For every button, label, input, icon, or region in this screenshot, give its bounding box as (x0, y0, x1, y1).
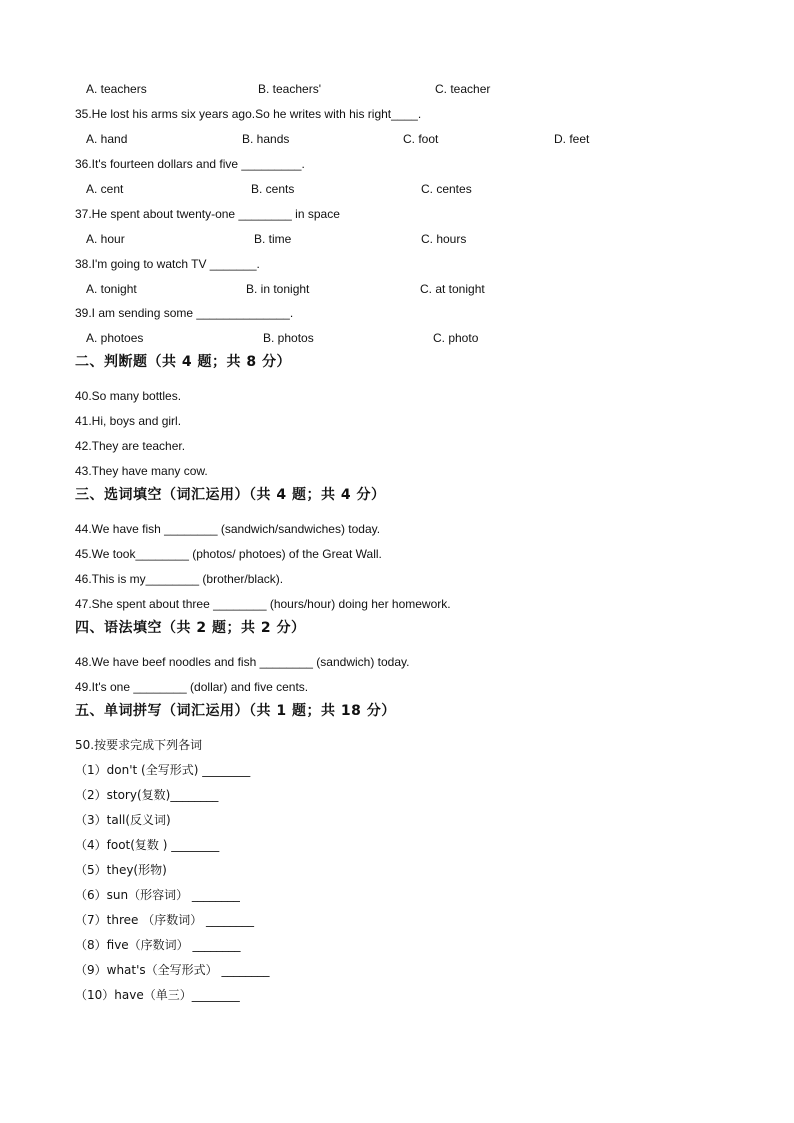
q45-item: 45.We took________ (photos/ photoes) of the Great Wall. (75, 547, 382, 561)
q50-sub-5: （5）they(形物) (75, 863, 167, 877)
q50-sub-2: （2）story(复数)________ (75, 788, 219, 802)
q38-option-a[interactable]: A. tonight (86, 282, 137, 296)
section5-heading: 五、单词拼写（词汇运用）（共 1 题；共 18 分） (75, 703, 396, 719)
q49-item: 49.It's one ________ (dollar) and five cents. (75, 680, 309, 694)
q35-option-c[interactable]: C. foot (403, 132, 439, 146)
q36-option-c[interactable]: C. centes (421, 182, 472, 196)
q46-item: 46.This is my________ (brother/black). (75, 572, 284, 586)
q44-item: 44.We have fish ________ (sandwich/sandwiches) today. (75, 522, 381, 536)
q36-option-b[interactable]: B. cents (251, 182, 295, 196)
q38-option-b[interactable]: B. in tonight (246, 282, 310, 296)
q50-sub-9: （9）what's（全写形式） ________ (75, 963, 270, 977)
q50-sub-10: （10）have（单三）________ (75, 988, 240, 1002)
q40-item: 40.So many bottles. (75, 389, 182, 403)
section3-heading: 三、选词填空（词汇运用）（共 4 题；共 4 分） (75, 487, 386, 503)
q50-sub-4: （4）foot(复数 ) ________ (75, 838, 220, 852)
q39-option-a[interactable]: A. photoes (86, 331, 144, 345)
q50-sub-6: （6）sun（形容词） ________ (75, 888, 240, 902)
q50-sub-3: （3）tall(反义词) (75, 813, 171, 827)
q50-stem: 50.按要求完成下列各词 (75, 738, 203, 752)
q36-stem: 36.It's fourteen dollars and five _________. (75, 157, 305, 171)
q37-stem: 37.He spent about twenty-one ________ in space (75, 207, 340, 221)
q35-option-d[interactable]: D. feet (554, 132, 590, 146)
q48-item: 48.We have beef noodles and fish ________ (sandwich) today. (75, 655, 410, 669)
q37-option-c[interactable]: C. hours (421, 232, 467, 246)
q34-option-b[interactable]: B. teachers' (258, 82, 321, 96)
q37-option-b[interactable]: B. time (254, 232, 292, 246)
q35-option-a[interactable]: A. hand (86, 132, 128, 146)
q35-option-b[interactable]: B. hands (242, 132, 290, 146)
q36-option-a[interactable]: A. cent (86, 182, 124, 196)
q39-option-c[interactable]: C. photo (433, 331, 479, 345)
q34-option-c[interactable]: C. teacher (435, 82, 491, 96)
q34-option-a[interactable]: A. teachers (86, 82, 147, 96)
q37-option-a[interactable]: A. hour (86, 232, 125, 246)
q47-item: 47.She spent about three ________ (hours/hour) doing her homework. (75, 597, 451, 611)
q35-stem: 35.He lost his arms six years ago.So he writes with his right____. (75, 107, 422, 121)
q39-option-b[interactable]: B. photos (263, 331, 314, 345)
section2-heading: 二、判断题（共 4 题；共 8 分） (75, 354, 291, 370)
section4-heading: 四、语法填空（共 2 题；共 2 分） (75, 620, 306, 636)
q38-option-c[interactable]: C. at tonight (420, 282, 485, 296)
q50-sub-1: （1）don't (全写形式) ________ (75, 763, 251, 777)
q42-item: 42.They are teacher. (75, 439, 186, 453)
q41-item: 41.Hi, boys and girl. (75, 414, 182, 428)
q50-sub-8: （8）five（序数词） ________ (75, 938, 241, 952)
q38-stem: 38.I'm going to watch TV _______. (75, 257, 260, 271)
q43-item: 43.They have many cow. (75, 464, 208, 478)
q50-sub-7: （7）three （序数词） ________ (75, 913, 255, 927)
q39-stem: 39.I am sending some ______________. (75, 306, 294, 320)
